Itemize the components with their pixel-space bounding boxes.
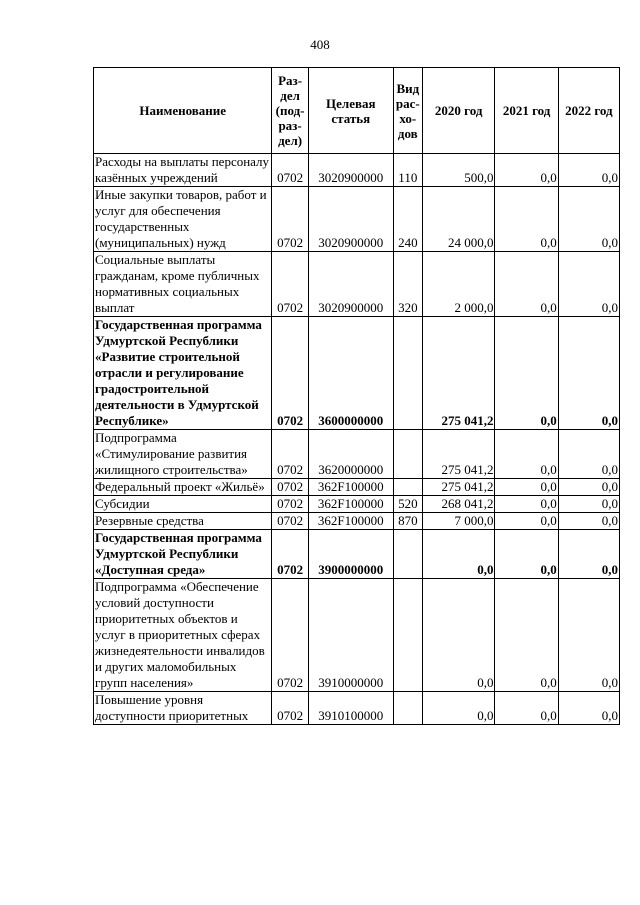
cell-expense-type: 520 — [393, 496, 422, 513]
cell-2021: 0,0 — [495, 187, 558, 252]
cell-name: Иные закупки товаров, работ и услуг для обеспечения государственных (муниципальных) нужд — [94, 187, 272, 252]
cell-name: Государственная программа Удмуртской Республики «Развитие строительной отрасли и регулирование градостроительной деятельности в Удмуртской Республике» — [94, 317, 272, 430]
cell-target: 362F100000 — [308, 479, 393, 496]
table-row — [94, 187, 620, 252]
table-row — [94, 579, 620, 692]
cell-name: Социальные выплаты гражданам, кроме публичных нормативных социальных выплат — [94, 252, 272, 317]
cell-target: 362F100000 — [308, 496, 393, 513]
budget-table — [93, 67, 620, 725]
table-row — [94, 430, 620, 479]
cell-2020: 0,0 — [422, 692, 495, 725]
cell-2020: 275 041,2 — [422, 430, 495, 479]
table-row — [94, 530, 620, 579]
cell-2022: 0,0 — [558, 692, 619, 725]
cell-section: 0702 — [272, 154, 308, 187]
cell-2021: 0,0 — [495, 496, 558, 513]
cell-target: 362F100000 — [308, 513, 393, 530]
table-row — [94, 317, 620, 430]
table-row — [94, 692, 620, 725]
cell-2022: 0,0 — [558, 513, 619, 530]
cell-expense-type — [393, 317, 422, 430]
cell-expense-type — [393, 692, 422, 725]
cell-target: 3020900000 — [308, 187, 393, 252]
cell-2022: 0,0 — [558, 154, 619, 187]
table-row — [94, 154, 620, 187]
cell-2022: 0,0 — [558, 479, 619, 496]
table-row — [94, 513, 620, 530]
cell-expense-type: 240 — [393, 187, 422, 252]
cell-name: Федеральный проект «Жильё» — [94, 479, 272, 496]
cell-name: Подпрограмма «Стимулирование развития жилищного строительства» — [94, 430, 272, 479]
header-2020: 2020 год — [422, 68, 495, 154]
cell-target: 3020900000 — [308, 154, 393, 187]
cell-name: Подпрограмма «Обеспечение условий доступности приоритетных объектов и услуг в приоритетных сферах жизнедеятельности инвалидов и других маломобильных групп населения» — [94, 579, 272, 692]
cell-target: 3620000000 — [308, 430, 393, 479]
cell-section: 0702 — [272, 317, 308, 430]
table-row — [94, 479, 620, 496]
cell-expense-type: 110 — [393, 154, 422, 187]
cell-2020: 275 041,2 — [422, 317, 495, 430]
cell-section: 0702 — [272, 496, 308, 513]
cell-name: Расходы на выплаты персоналу казённых учреждений — [94, 154, 272, 187]
cell-2020: 7 000,0 — [422, 513, 495, 530]
header-expense-type: Вид рас-хо-дов — [393, 68, 422, 154]
cell-name: Резервные средства — [94, 513, 272, 530]
cell-target: 3910000000 — [308, 579, 393, 692]
cell-target: 3900000000 — [308, 530, 393, 579]
cell-2020: 24 000,0 — [422, 187, 495, 252]
cell-section: 0702 — [272, 479, 308, 496]
cell-2020: 0,0 — [422, 579, 495, 692]
cell-expense-type: 870 — [393, 513, 422, 530]
cell-section: 0702 — [272, 579, 308, 692]
cell-2021: 0,0 — [495, 154, 558, 187]
cell-2022: 0,0 — [558, 252, 619, 317]
cell-2021: 0,0 — [495, 579, 558, 692]
cell-2020: 275 041,2 — [422, 479, 495, 496]
cell-2022: 0,0 — [558, 187, 619, 252]
cell-2022: 0,0 — [558, 496, 619, 513]
cell-name: Повышение уровня доступности приоритетных — [94, 692, 272, 725]
cell-section: 0702 — [272, 430, 308, 479]
cell-2020: 500,0 — [422, 154, 495, 187]
cell-2022: 0,0 — [558, 530, 619, 579]
cell-target: 3020900000 — [308, 252, 393, 317]
cell-2021: 0,0 — [495, 430, 558, 479]
cell-2022: 0,0 — [558, 317, 619, 430]
cell-2021: 0,0 — [495, 252, 558, 317]
cell-2021: 0,0 — [495, 317, 558, 430]
cell-section: 0702 — [272, 187, 308, 252]
page-number: 408 — [310, 37, 330, 52]
table-row — [94, 252, 620, 317]
header-2022: 2022 год — [558, 68, 619, 154]
cell-expense-type — [393, 530, 422, 579]
cell-section: 0702 — [272, 513, 308, 530]
header-name: Наименование — [94, 68, 272, 154]
cell-2022: 0,0 — [558, 579, 619, 692]
cell-2020: 2 000,0 — [422, 252, 495, 317]
cell-2021: 0,0 — [495, 692, 558, 725]
cell-expense-type — [393, 430, 422, 479]
cell-expense-type: 320 — [393, 252, 422, 317]
cell-2021: 0,0 — [495, 530, 558, 579]
cell-name: Субсидии — [94, 496, 272, 513]
cell-section: 0702 — [272, 252, 308, 317]
cell-2022: 0,0 — [558, 430, 619, 479]
cell-2021: 0,0 — [495, 513, 558, 530]
header-2021: 2021 год — [495, 68, 558, 154]
cell-target: 3600000000 — [308, 317, 393, 430]
table-row — [94, 496, 620, 513]
cell-expense-type — [393, 579, 422, 692]
table-header-row — [94, 68, 620, 154]
cell-name: Государственная программа Удмуртской Республики «Доступная среда» — [94, 530, 272, 579]
cell-section: 0702 — [272, 692, 308, 725]
cell-section: 0702 — [272, 530, 308, 579]
cell-target: 3910100000 — [308, 692, 393, 725]
cell-2021: 0,0 — [495, 479, 558, 496]
header-section: Раз-дел (под-раз-дел) — [272, 68, 308, 154]
cell-2020: 0,0 — [422, 530, 495, 579]
cell-expense-type — [393, 479, 422, 496]
cell-2020: 268 041,2 — [422, 496, 495, 513]
header-target: Целевая статья — [308, 68, 393, 154]
